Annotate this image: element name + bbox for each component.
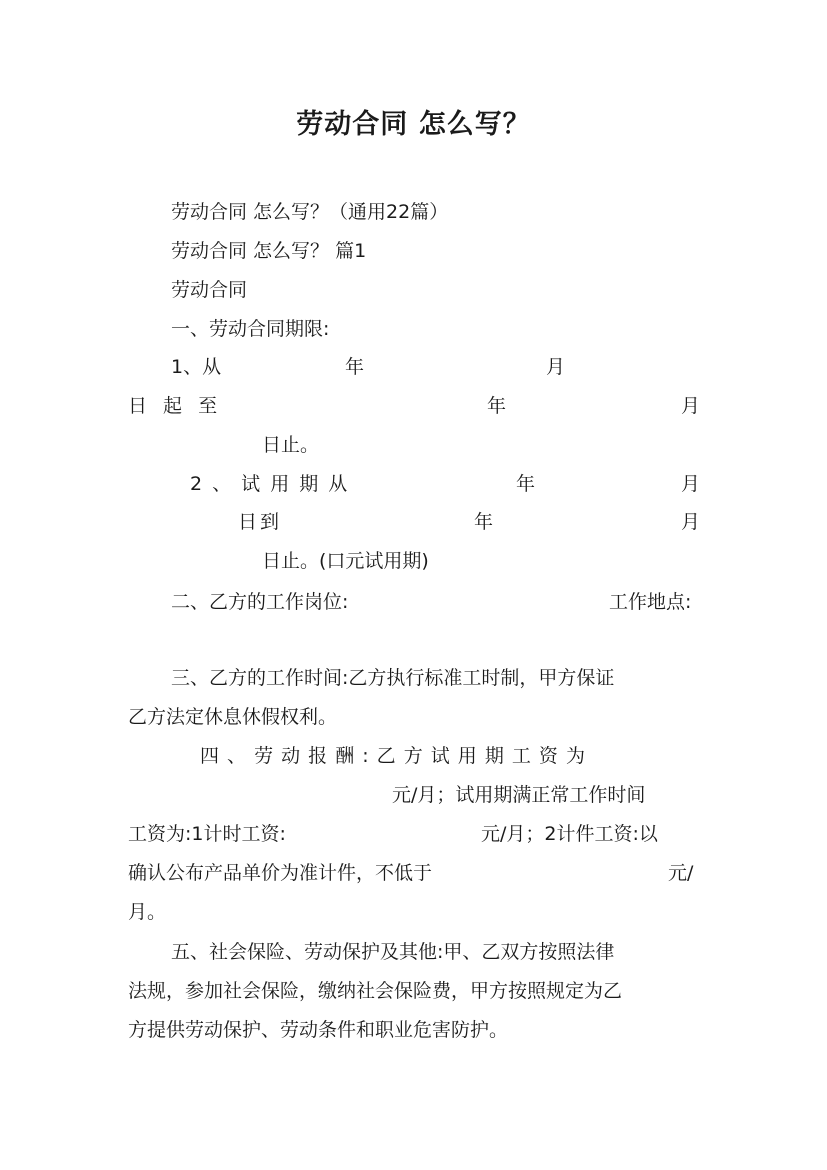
document-title: 劳动合同 怎么写？ xyxy=(296,109,531,140)
term-year-label: 年 xyxy=(345,356,365,378)
section-1-heading: 一、劳动合同期限: xyxy=(171,318,330,340)
section-4-line-4a: 确认公布产品单价为准计件，不低于 xyxy=(128,862,433,884)
section-4-line-1: 四 、 劳 动 报 酬 : 乙 方 试 用 期 工 资 为 xyxy=(200,745,586,767)
probation-from: 2 、 试 用 期 从 xyxy=(190,473,350,495)
section-5-line-2: 法规，参加社会保险，缴纳社会保险费，甲方按照规定为乙 xyxy=(128,980,623,1002)
section-2-location: 工作地点: xyxy=(609,591,692,613)
section-5-line-3: 方提供劳动保护、劳动条件和职业危害防护。 xyxy=(128,1019,509,1041)
term-day-to: 日 起 至 xyxy=(128,395,223,417)
section-4-line-4b: 元/ xyxy=(668,862,694,884)
term-end-year-label: 年 xyxy=(487,395,507,417)
section-3-line-2: 乙方法定休息休假权利。 xyxy=(128,706,338,728)
section-4-line-3a: 工资为:1计时工资: xyxy=(128,823,286,845)
section-3-line-1: 三、乙方的工作时间:乙方执行标准工时制，甲方保证 xyxy=(171,667,615,689)
term-day-end: 日止。 xyxy=(262,434,320,456)
probation-end-month-label: 月 xyxy=(681,511,701,533)
probation-month-label: 月 xyxy=(681,473,701,495)
term-end-month-label: 月 xyxy=(681,395,701,417)
section-4-line-3b: 元/月；2计件工资:以 xyxy=(481,823,658,845)
section-5-line-1: 五、社会保险、劳动保护及其他:甲、乙双方按照法律 xyxy=(171,941,615,963)
section-4-line-2: 元/月；试用期满正常工作时间 xyxy=(392,784,646,806)
probation-day-end: 日止。(口元试用期) xyxy=(262,550,429,572)
probation-end-year-label: 年 xyxy=(474,511,494,533)
probation-day-to: 日到 xyxy=(238,511,283,533)
term-month-label: 月 xyxy=(546,356,566,378)
probation-year-label: 年 xyxy=(516,473,536,495)
section-2-position: 二、乙方的工作岗位: xyxy=(171,591,349,613)
term-from: 1、从 xyxy=(171,356,222,378)
section-4-line-5: 月。 xyxy=(128,901,167,923)
part-heading: 劳动合同 怎么写？ 篇1 xyxy=(171,240,367,262)
intro-line: 劳动合同 怎么写？（通用22篇） xyxy=(171,201,449,223)
contract-heading: 劳动合同 xyxy=(171,279,248,301)
